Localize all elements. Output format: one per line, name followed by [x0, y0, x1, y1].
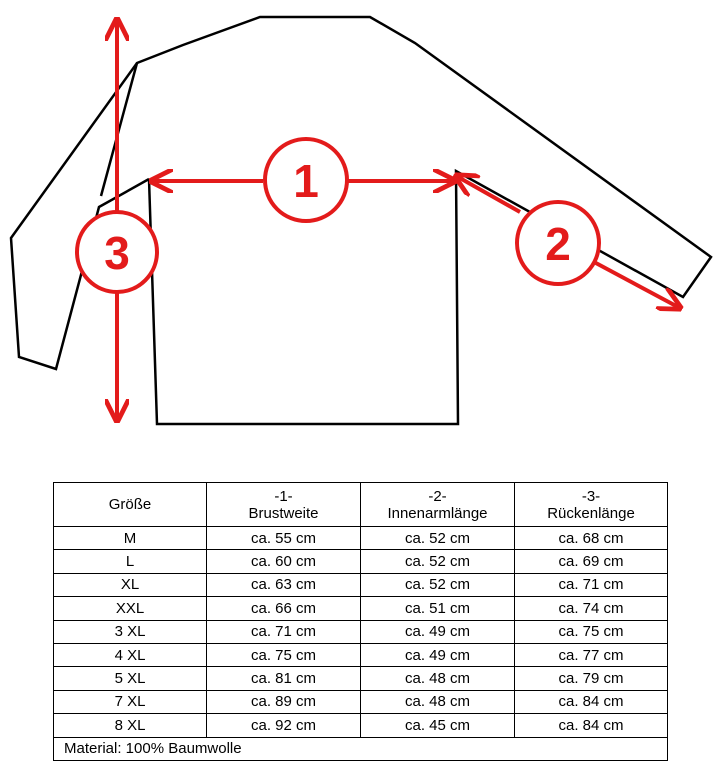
cell-size: L	[54, 550, 207, 573]
cell-size: 3 XL	[54, 620, 207, 643]
measure-back-length	[77, 22, 157, 418]
cell-back-length: ca. 74 cm	[515, 597, 668, 620]
table-row	[54, 714, 668, 737]
cell-back-length: ca. 79 cm	[515, 667, 668, 690]
table-row	[54, 527, 668, 550]
cell-inner-sleeve: ca. 52 cm	[361, 527, 515, 550]
table-row	[54, 597, 668, 620]
cell-back-length: ca. 75 cm	[515, 620, 668, 643]
table-row	[54, 620, 668, 643]
cell-chest-width: ca. 71 cm	[207, 620, 361, 643]
measure-chest-width	[154, 139, 452, 221]
cell-back-length: ca. 71 cm	[515, 573, 668, 596]
cell-chest-width: ca. 63 cm	[207, 573, 361, 596]
cell-chest-width: ca. 66 cm	[207, 597, 361, 620]
header-chest-width: -1- Brustweite	[207, 483, 361, 527]
cell-size: 4 XL	[54, 643, 207, 666]
cell-chest-width: ca. 60 cm	[207, 550, 361, 573]
cell-back-length: ca. 77 cm	[515, 643, 668, 666]
marker-1-label: 1	[293, 155, 319, 207]
cell-chest-width: ca. 55 cm	[207, 527, 361, 550]
cell-inner-sleeve: ca. 48 cm	[361, 690, 515, 713]
marker-2-label: 2	[545, 218, 571, 270]
header-inner-sleeve: -2- Innenarmlänge	[361, 483, 515, 527]
table-row	[54, 690, 668, 713]
cell-chest-width: ca. 89 cm	[207, 690, 361, 713]
cell-back-length: ca. 68 cm	[515, 527, 668, 550]
cell-size: XL	[54, 573, 207, 596]
header-back-length: -3- Rückenlänge	[515, 483, 668, 527]
cell-back-length: ca. 84 cm	[515, 690, 668, 713]
table-row	[54, 573, 668, 596]
table-row	[54, 667, 668, 690]
cell-inner-sleeve: ca. 45 cm	[361, 714, 515, 737]
cell-chest-width: ca. 75 cm	[207, 643, 361, 666]
table-header-row	[54, 483, 668, 527]
cell-chest-width: ca. 92 cm	[207, 714, 361, 737]
cell-size: 5 XL	[54, 667, 207, 690]
cell-size: M	[54, 527, 207, 550]
cell-inner-sleeve: ca. 49 cm	[361, 620, 515, 643]
cell-back-length: ca. 69 cm	[515, 550, 668, 573]
cell-size: XXL	[54, 597, 207, 620]
cell-inner-sleeve: ca. 52 cm	[361, 550, 515, 573]
measure-inner-sleeve	[458, 177, 678, 307]
cell-inner-sleeve: ca. 49 cm	[361, 643, 515, 666]
table-row	[54, 550, 668, 573]
size-table	[53, 482, 668, 761]
cell-size: 8 XL	[54, 714, 207, 737]
cell-inner-sleeve: ca. 48 cm	[361, 667, 515, 690]
cell-back-length: ca. 84 cm	[515, 714, 668, 737]
cell-size: 7 XL	[54, 690, 207, 713]
table-footer-row	[54, 737, 668, 760]
cell-inner-sleeve: ca. 52 cm	[361, 573, 515, 596]
header-size: Größe	[54, 483, 207, 527]
material-note: Material: 100% Baumwolle	[54, 737, 668, 760]
cell-chest-width: ca. 81 cm	[207, 667, 361, 690]
table-row	[54, 643, 668, 666]
cell-inner-sleeve: ca. 51 cm	[361, 597, 515, 620]
marker-3-label: 3	[104, 227, 130, 279]
